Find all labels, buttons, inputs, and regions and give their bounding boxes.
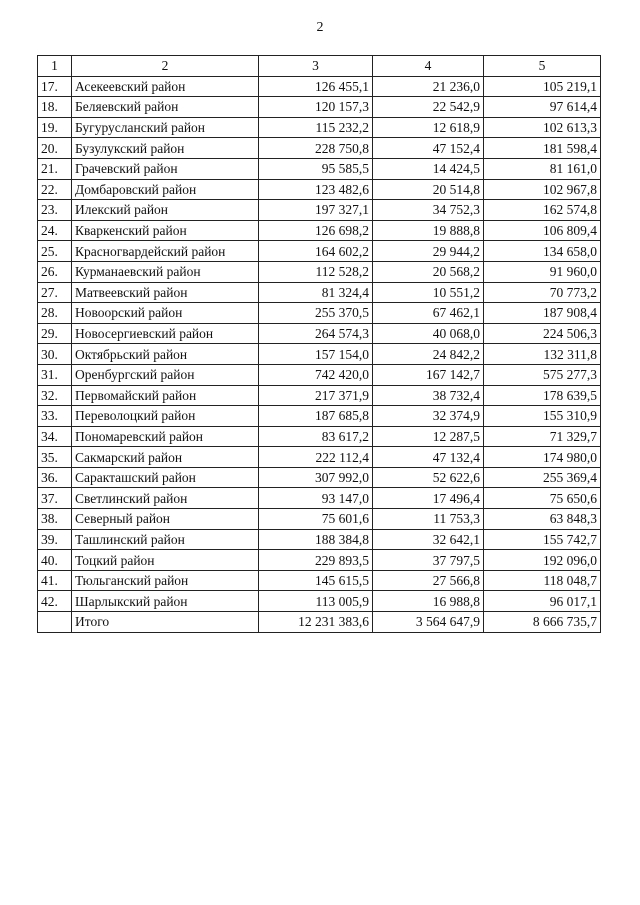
value-col-3: 81 324,4 bbox=[259, 282, 373, 303]
value-col-5: 134 658,0 bbox=[484, 241, 601, 262]
value-col-4: 47 132,4 bbox=[373, 447, 484, 468]
row-number: 33. bbox=[38, 406, 72, 427]
value-col-3: 264 574,3 bbox=[259, 323, 373, 344]
table-row bbox=[38, 323, 601, 344]
value-col-5: 132 311,8 bbox=[484, 344, 601, 365]
table-row bbox=[38, 138, 601, 159]
value-col-3: 115 232,2 bbox=[259, 117, 373, 138]
value-col-5: 97 614,4 bbox=[484, 97, 601, 118]
district-name: Северный район bbox=[72, 509, 259, 530]
row-number: 22. bbox=[38, 179, 72, 200]
district-name: Сакмарский район bbox=[72, 447, 259, 468]
value-col-4: 167 142,7 bbox=[373, 364, 484, 385]
value-col-5: 70 773,2 bbox=[484, 282, 601, 303]
value-col-3: 83 617,2 bbox=[259, 426, 373, 447]
value-col-5: 71 329,7 bbox=[484, 426, 601, 447]
value-col-4: 34 752,3 bbox=[373, 200, 484, 221]
row-number: 38. bbox=[38, 509, 72, 530]
value-col-5: 96 017,1 bbox=[484, 591, 601, 612]
table-row bbox=[38, 529, 601, 550]
value-col-3: 112 528,2 bbox=[259, 261, 373, 282]
value-col-5: 102 613,3 bbox=[484, 117, 601, 138]
value-col-4: 52 622,6 bbox=[373, 467, 484, 488]
value-col-5: 105 219,1 bbox=[484, 76, 601, 97]
row-number: 27. bbox=[38, 282, 72, 303]
value-col-3: 95 585,5 bbox=[259, 158, 373, 179]
table-row bbox=[38, 261, 601, 282]
row-number: 21. bbox=[38, 158, 72, 179]
row-number: 25. bbox=[38, 241, 72, 262]
district-name: Пономаревский район bbox=[72, 426, 259, 447]
value-col-3: 123 482,6 bbox=[259, 179, 373, 200]
district-name: Ташлинский район bbox=[72, 529, 259, 550]
table-row bbox=[38, 550, 601, 571]
value-col-4: 12 618,9 bbox=[373, 117, 484, 138]
value-col-3: 126 455,1 bbox=[259, 76, 373, 97]
total-num bbox=[38, 612, 72, 633]
district-name: Красногвардейский район bbox=[72, 241, 259, 262]
row-number: 28. bbox=[38, 303, 72, 324]
value-col-3: 164 602,2 bbox=[259, 241, 373, 262]
value-col-3: 222 112,4 bbox=[259, 447, 373, 468]
value-col-3: 188 384,8 bbox=[259, 529, 373, 550]
value-col-4: 19 888,8 bbox=[373, 220, 484, 241]
table-row bbox=[38, 509, 601, 530]
value-col-4: 14 424,5 bbox=[373, 158, 484, 179]
table-row bbox=[38, 117, 601, 138]
value-col-4: 12 287,5 bbox=[373, 426, 484, 447]
table-row bbox=[38, 488, 601, 509]
row-number: 40. bbox=[38, 550, 72, 571]
value-col-5: 575 277,3 bbox=[484, 364, 601, 385]
value-col-5: 224 506,3 bbox=[484, 323, 601, 344]
row-number: 20. bbox=[38, 138, 72, 159]
value-col-3: 255 370,5 bbox=[259, 303, 373, 324]
value-col-5: 91 960,0 bbox=[484, 261, 601, 282]
header-col-5: 5 bbox=[484, 56, 601, 77]
value-col-5: 155 310,9 bbox=[484, 406, 601, 427]
value-col-5: 174 980,0 bbox=[484, 447, 601, 468]
row-number: 17. bbox=[38, 76, 72, 97]
value-col-4: 11 753,3 bbox=[373, 509, 484, 530]
table-row bbox=[38, 406, 601, 427]
table-row bbox=[38, 591, 601, 612]
value-col-3: 197 327,1 bbox=[259, 200, 373, 221]
value-col-4: 38 732,4 bbox=[373, 385, 484, 406]
value-col-3: 187 685,8 bbox=[259, 406, 373, 427]
table-row bbox=[38, 220, 601, 241]
value-col-5: 178 639,5 bbox=[484, 385, 601, 406]
table-row bbox=[38, 570, 601, 591]
value-col-5: 118 048,7 bbox=[484, 570, 601, 591]
row-number: 36. bbox=[38, 467, 72, 488]
value-col-5: 187 908,4 bbox=[484, 303, 601, 324]
header-col-4: 4 bbox=[373, 56, 484, 77]
table-body bbox=[38, 76, 601, 611]
total-label: Итого bbox=[72, 612, 259, 633]
data-table bbox=[37, 55, 601, 633]
row-number: 31. bbox=[38, 364, 72, 385]
table-row bbox=[38, 303, 601, 324]
value-col-4: 47 152,4 bbox=[373, 138, 484, 159]
row-number: 34. bbox=[38, 426, 72, 447]
table-row bbox=[38, 179, 601, 200]
district-name: Новосергиевский район bbox=[72, 323, 259, 344]
value-col-4: 17 496,4 bbox=[373, 488, 484, 509]
row-number: 24. bbox=[38, 220, 72, 241]
value-col-4: 67 462,1 bbox=[373, 303, 484, 324]
district-name: Светлинский район bbox=[72, 488, 259, 509]
value-col-5: 63 848,3 bbox=[484, 509, 601, 530]
value-col-3: 75 601,6 bbox=[259, 509, 373, 530]
value-col-3: 217 371,9 bbox=[259, 385, 373, 406]
district-name: Саракташский район bbox=[72, 467, 259, 488]
row-number: 19. bbox=[38, 117, 72, 138]
value-col-3: 742 420,0 bbox=[259, 364, 373, 385]
district-name: Тоцкий район bbox=[72, 550, 259, 571]
page-number: 2 bbox=[316, 20, 324, 35]
table-row bbox=[38, 447, 601, 468]
value-col-5: 181 598,4 bbox=[484, 138, 601, 159]
table-row bbox=[38, 158, 601, 179]
row-number: 23. bbox=[38, 200, 72, 221]
row-number: 39. bbox=[38, 529, 72, 550]
row-number: 30. bbox=[38, 344, 72, 365]
district-name: Кваркенский район bbox=[72, 220, 259, 241]
district-name: Асекеевский район bbox=[72, 76, 259, 97]
total-col-5: 8 666 735,7 bbox=[484, 612, 601, 633]
value-col-4: 29 944,2 bbox=[373, 241, 484, 262]
value-col-5: 106 809,4 bbox=[484, 220, 601, 241]
district-name: Октябрьский район bbox=[72, 344, 259, 365]
district-name: Переволоцкий район bbox=[72, 406, 259, 427]
row-number: 41. bbox=[38, 570, 72, 591]
row-number: 29. bbox=[38, 323, 72, 344]
total-col-3: 12 231 383,6 bbox=[259, 612, 373, 633]
value-col-4: 10 551,2 bbox=[373, 282, 484, 303]
value-col-4: 16 988,8 bbox=[373, 591, 484, 612]
row-number: 42. bbox=[38, 591, 72, 612]
value-col-4: 24 842,2 bbox=[373, 344, 484, 365]
value-col-4: 37 797,5 bbox=[373, 550, 484, 571]
value-col-4: 32 642,1 bbox=[373, 529, 484, 550]
total-row bbox=[38, 612, 601, 633]
table-row bbox=[38, 364, 601, 385]
value-col-3: 126 698,2 bbox=[259, 220, 373, 241]
district-name: Первомайский район bbox=[72, 385, 259, 406]
value-col-5: 192 096,0 bbox=[484, 550, 601, 571]
value-col-3: 307 992,0 bbox=[259, 467, 373, 488]
table-row bbox=[38, 76, 601, 97]
table-row bbox=[38, 385, 601, 406]
row-number: 18. bbox=[38, 97, 72, 118]
value-col-4: 20 568,2 bbox=[373, 261, 484, 282]
district-name: Домбаровский район bbox=[72, 179, 259, 200]
value-col-5: 162 574,8 bbox=[484, 200, 601, 221]
district-name: Курманаевский район bbox=[72, 261, 259, 282]
table-row bbox=[38, 467, 601, 488]
value-col-3: 157 154,0 bbox=[259, 344, 373, 365]
district-name: Бузулукский район bbox=[72, 138, 259, 159]
table-row bbox=[38, 200, 601, 221]
value-col-4: 40 068,0 bbox=[373, 323, 484, 344]
row-number: 35. bbox=[38, 447, 72, 468]
value-col-4: 27 566,8 bbox=[373, 570, 484, 591]
district-name: Оренбургский район bbox=[72, 364, 259, 385]
table-row bbox=[38, 97, 601, 118]
value-col-3: 120 157,3 bbox=[259, 97, 373, 118]
district-name: Грачевский район bbox=[72, 158, 259, 179]
district-name: Илекский район bbox=[72, 200, 259, 221]
value-col-5: 75 650,6 bbox=[484, 488, 601, 509]
district-name: Новоорский район bbox=[72, 303, 259, 324]
value-col-3: 145 615,5 bbox=[259, 570, 373, 591]
district-name: Бугурусланский район bbox=[72, 117, 259, 138]
table-row bbox=[38, 426, 601, 447]
header-row bbox=[38, 56, 601, 77]
value-col-5: 255 369,4 bbox=[484, 467, 601, 488]
district-name: Беляевский район bbox=[72, 97, 259, 118]
value-col-3: 228 750,8 bbox=[259, 138, 373, 159]
district-name: Шарлыкский район bbox=[72, 591, 259, 612]
value-col-5: 81 161,0 bbox=[484, 158, 601, 179]
value-col-3: 229 893,5 bbox=[259, 550, 373, 571]
row-number: 32. bbox=[38, 385, 72, 406]
total-col-4: 3 564 647,9 bbox=[373, 612, 484, 633]
value-col-3: 113 005,9 bbox=[259, 591, 373, 612]
table-row bbox=[38, 282, 601, 303]
value-col-3: 93 147,0 bbox=[259, 488, 373, 509]
header-col-2: 2 bbox=[72, 56, 259, 77]
row-number: 37. bbox=[38, 488, 72, 509]
row-number: 26. bbox=[38, 261, 72, 282]
district-name: Тюльганский район bbox=[72, 570, 259, 591]
value-col-4: 32 374,9 bbox=[373, 406, 484, 427]
table-row bbox=[38, 344, 601, 365]
district-name: Матвеевский район bbox=[72, 282, 259, 303]
header-col-3: 3 bbox=[259, 56, 373, 77]
value-col-4: 20 514,8 bbox=[373, 179, 484, 200]
value-col-4: 22 542,9 bbox=[373, 97, 484, 118]
value-col-5: 102 967,8 bbox=[484, 179, 601, 200]
value-col-5: 155 742,7 bbox=[484, 529, 601, 550]
value-col-4: 21 236,0 bbox=[373, 76, 484, 97]
header-col-1: 1 bbox=[38, 56, 72, 77]
table-row bbox=[38, 241, 601, 262]
